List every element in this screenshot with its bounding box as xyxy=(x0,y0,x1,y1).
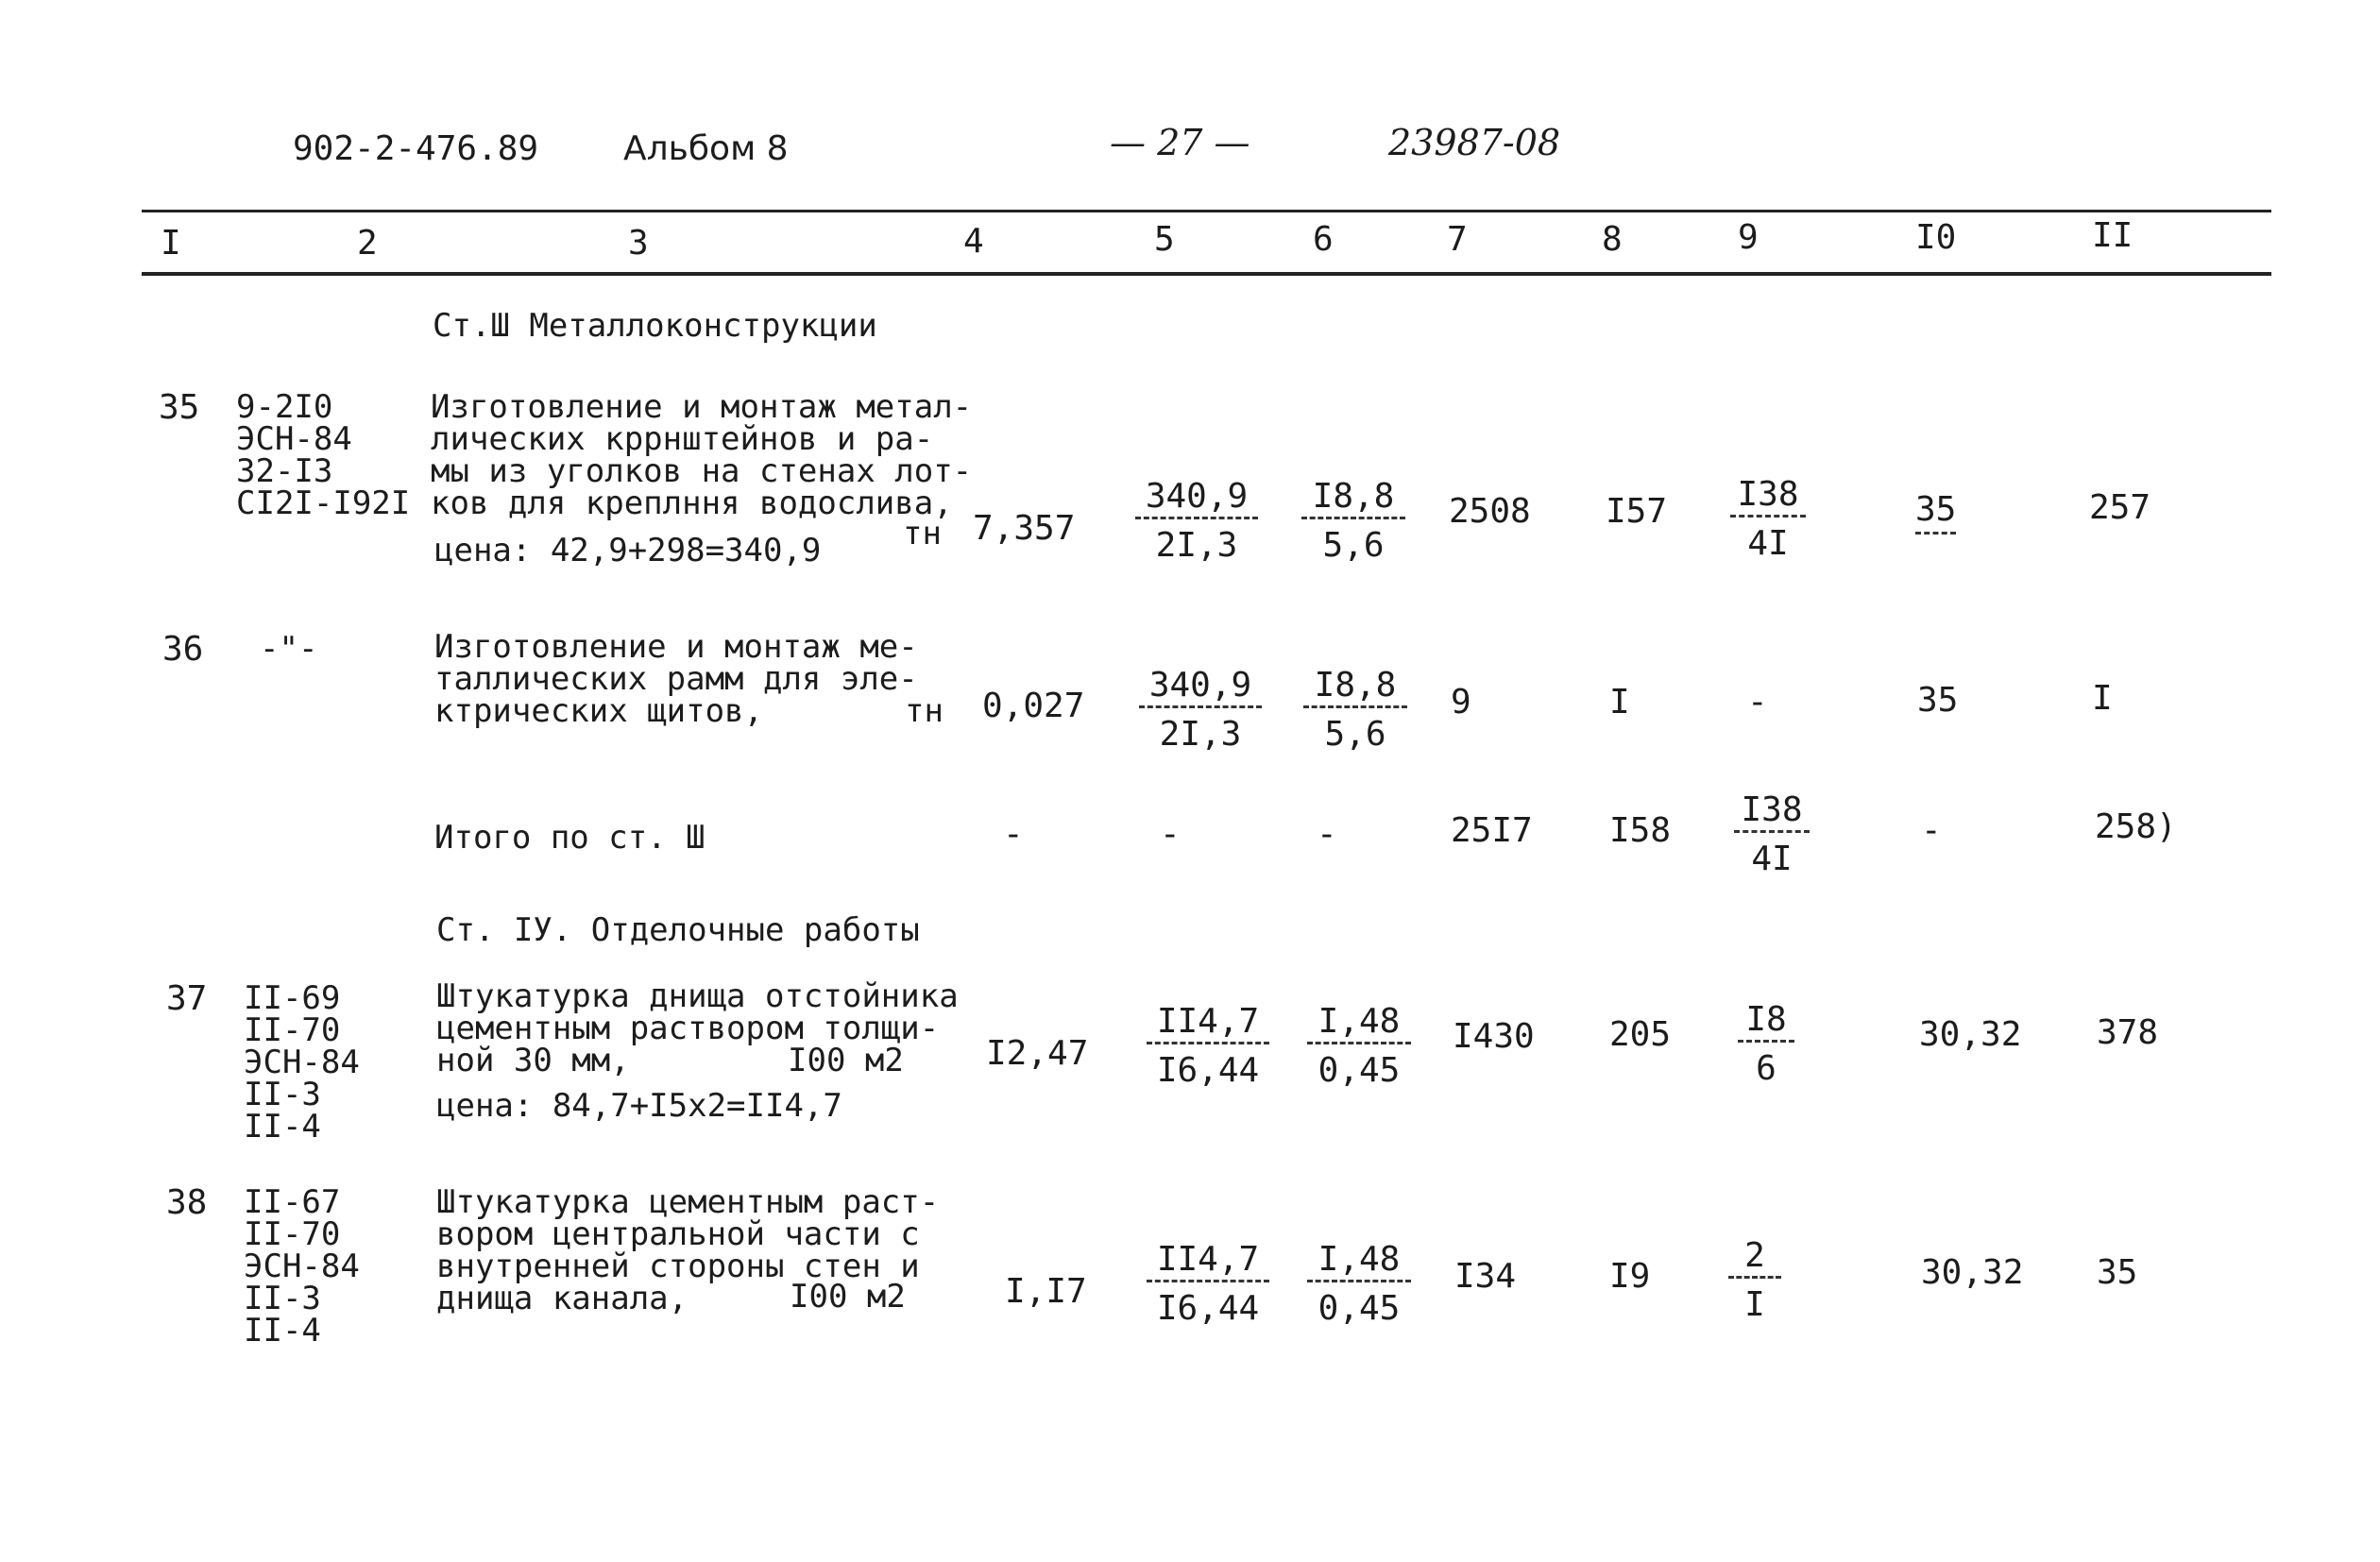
labor-unit: 30,32 xyxy=(1919,1015,2022,1054)
quantity: I2,47 xyxy=(986,1034,1089,1073)
labor-total: 378 xyxy=(2097,1013,2159,1052)
work-description: Изготовление и монтаж ме- xyxy=(434,628,918,666)
norm-code: II-3 xyxy=(244,1076,321,1113)
norm-code: II-4 xyxy=(244,1312,321,1350)
work-description: днища канала, xyxy=(436,1280,688,1317)
subtotal-machines-total: I38 xyxy=(1734,793,1810,833)
unit-label: тн xyxy=(905,692,944,730)
machine-cost-total: I,48 xyxy=(1307,1243,1411,1282)
col-header-9: 9 xyxy=(1738,218,1759,257)
row-number: 37 xyxy=(166,979,208,1018)
norm-code: II-4 xyxy=(244,1108,321,1146)
work-description: мы из уголков на стенах лот- xyxy=(431,452,973,490)
unit-cost-fraction xyxy=(1139,666,1262,754)
unit-label: I00 м2 xyxy=(788,1042,904,1079)
work-description: ков для креплння водослива, xyxy=(431,484,953,522)
machine-cost-wages: 0,45 xyxy=(1318,1289,1401,1328)
unit-cost-total: 340,9 xyxy=(1135,480,1258,519)
norm-code: II-3 xyxy=(244,1280,321,1317)
col-header-2: 2 xyxy=(357,224,378,263)
work-description: вором центральной части с xyxy=(436,1215,920,1253)
col-header-3: 3 xyxy=(628,224,649,263)
album-label: Альбом 8 xyxy=(623,129,789,168)
quantity: 0,027 xyxy=(982,687,1085,725)
work-description: таллических рамм для эле- xyxy=(434,660,918,698)
work-description: Изготовление и монтаж метал- xyxy=(431,388,973,426)
unit-cost-wages: I6,44 xyxy=(1156,1051,1260,1090)
machine-cost-total: I,48 xyxy=(1307,1005,1411,1044)
machines-fraction xyxy=(1738,1000,1794,1088)
col-header-10: I0 xyxy=(1915,218,1957,257)
machine-cost-fraction xyxy=(1307,1240,1411,1328)
subtotal-labor-total: 258) xyxy=(2095,807,2177,846)
labor-unit: 30,32 xyxy=(1921,1253,2024,1292)
labor-total: 257 xyxy=(2089,488,2151,527)
machines-total: 2 xyxy=(1728,1239,1781,1279)
subtotal-wages: I58 xyxy=(1609,811,1672,850)
work-description: Штукатурка цементным раст- xyxy=(436,1183,940,1221)
labor-unit: 35 xyxy=(1917,681,1959,720)
header-bottom-rule xyxy=(142,272,2271,276)
machine-cost-wages: 5,6 xyxy=(1322,526,1385,565)
work-description: внутренней стороны стен и xyxy=(436,1248,920,1285)
labor-total: I xyxy=(2092,679,2113,718)
work-description: лических крpнштейнов и ра- xyxy=(431,420,934,458)
norm-code: ЭСН-84 xyxy=(244,1044,360,1081)
unit-cost-fraction xyxy=(1147,1240,1269,1328)
subtotal-machine-cost: - xyxy=(1317,815,1337,854)
machine-cost-fraction xyxy=(1301,477,1405,565)
col-header-4: 4 xyxy=(963,222,984,261)
unit-cost-wages: 2I,3 xyxy=(1159,715,1242,754)
unit-cost-total: 340,9 xyxy=(1139,669,1262,708)
norm-code: II-70 xyxy=(244,1011,341,1049)
total-cost: I34 xyxy=(1454,1257,1517,1296)
machines-wages: 6 xyxy=(1756,1049,1776,1088)
machines-total: I38 xyxy=(1730,478,1806,518)
col-header-5: 5 xyxy=(1154,220,1175,259)
machine-cost-fraction xyxy=(1307,1002,1411,1090)
row-number: 38 xyxy=(166,1183,208,1222)
machine-cost-fraction xyxy=(1303,666,1407,754)
machine-cost-total: I8,8 xyxy=(1301,480,1405,519)
work-description: Штукатурка днища отстойника xyxy=(436,977,959,1015)
subtotal-machines-wages: 4I xyxy=(1751,840,1793,878)
subtotal-machines-fraction xyxy=(1734,790,1810,878)
unit-cost-fraction xyxy=(1135,477,1258,565)
machines-wages: I xyxy=(1744,1285,1765,1324)
work-description: ной 30 мм, xyxy=(436,1042,630,1079)
section-title: Ст.Ш Металлоконструкции xyxy=(433,307,877,345)
inventory-number: 23987-08 xyxy=(1388,122,1561,163)
machine-cost-wages: 5,6 xyxy=(1324,715,1386,754)
subtotal-total-cost: 25I7 xyxy=(1451,811,1533,850)
quantity: I,I7 xyxy=(1005,1272,1087,1311)
subtotal-unit-cost: - xyxy=(1160,815,1181,854)
wages-total: 205 xyxy=(1609,1015,1672,1054)
norm-code: 32-I3 xyxy=(236,452,333,490)
col-header-1: I xyxy=(161,224,181,263)
unit-cost-fraction xyxy=(1147,1002,1269,1090)
norm-code: II-69 xyxy=(244,979,341,1017)
norm-code: ЭСН-84 xyxy=(236,420,352,458)
price-formula: цена: 42,9+298=340,9 xyxy=(434,532,822,569)
quantity: 7,357 xyxy=(973,509,1076,548)
unit-cost-wages: I6,44 xyxy=(1156,1289,1260,1328)
total-cost: 2508 xyxy=(1449,492,1531,531)
norm-code: II-67 xyxy=(244,1183,341,1221)
page-number: — 27 — xyxy=(1110,122,1250,163)
unit-cost-total: II4,7 xyxy=(1147,1005,1269,1044)
subtotal-label: Итого по ст. Ш xyxy=(434,819,706,857)
price-formula: цена: 84,7+I5x2=II4,7 xyxy=(436,1087,842,1125)
col-header-11: II xyxy=(2092,216,2134,255)
labor-total: 35 xyxy=(2097,1253,2138,1292)
document-code: 902-2-476.89 xyxy=(293,129,539,168)
subtotal-labor-unit: - xyxy=(1921,811,1942,850)
norm-code: ЭСН-84 xyxy=(244,1248,360,1285)
wages-total: I57 xyxy=(1606,492,1668,531)
machines-total: - xyxy=(1747,683,1768,722)
unit-cost-total: II4,7 xyxy=(1147,1243,1269,1282)
machines-fraction xyxy=(1730,475,1806,563)
work-description: цементным раствором толщи- xyxy=(436,1010,940,1047)
machine-cost-wages: 0,45 xyxy=(1318,1051,1401,1090)
col-header-7: 7 xyxy=(1447,220,1468,259)
row-number: 36 xyxy=(162,630,204,669)
machines-total: I8 xyxy=(1738,1003,1794,1043)
wages-total: I9 xyxy=(1609,1257,1651,1296)
col-header-6: 6 xyxy=(1313,220,1334,259)
col-header-8: 8 xyxy=(1602,220,1623,259)
machine-cost-total: I8,8 xyxy=(1303,669,1407,708)
total-cost: 9 xyxy=(1451,683,1471,722)
unit-label: I00 м2 xyxy=(790,1278,906,1316)
labor-unit xyxy=(1915,490,1957,529)
norm-code: CI2I-I92I xyxy=(236,484,411,522)
norm-code: -"- xyxy=(260,630,318,668)
header-top-rule xyxy=(142,210,2271,212)
unit-label: тн xyxy=(903,515,942,552)
labor-unit-value: 35 xyxy=(1915,490,1956,535)
total-cost: I430 xyxy=(1453,1017,1535,1056)
machines-fraction xyxy=(1728,1236,1781,1324)
machines-wages: 4I xyxy=(1747,524,1789,563)
row-number: 35 xyxy=(159,388,200,427)
work-description: ктрических щитов, xyxy=(434,692,763,730)
norm-code: II-70 xyxy=(244,1215,341,1253)
norm-code: 9-2I0 xyxy=(236,388,333,426)
section-title: Ст. IУ. Отделочные работы xyxy=(436,911,920,949)
wages-total: I xyxy=(1609,683,1630,722)
subtotal-qty: - xyxy=(1003,815,1024,854)
unit-cost-wages: 2I,3 xyxy=(1155,526,1238,565)
